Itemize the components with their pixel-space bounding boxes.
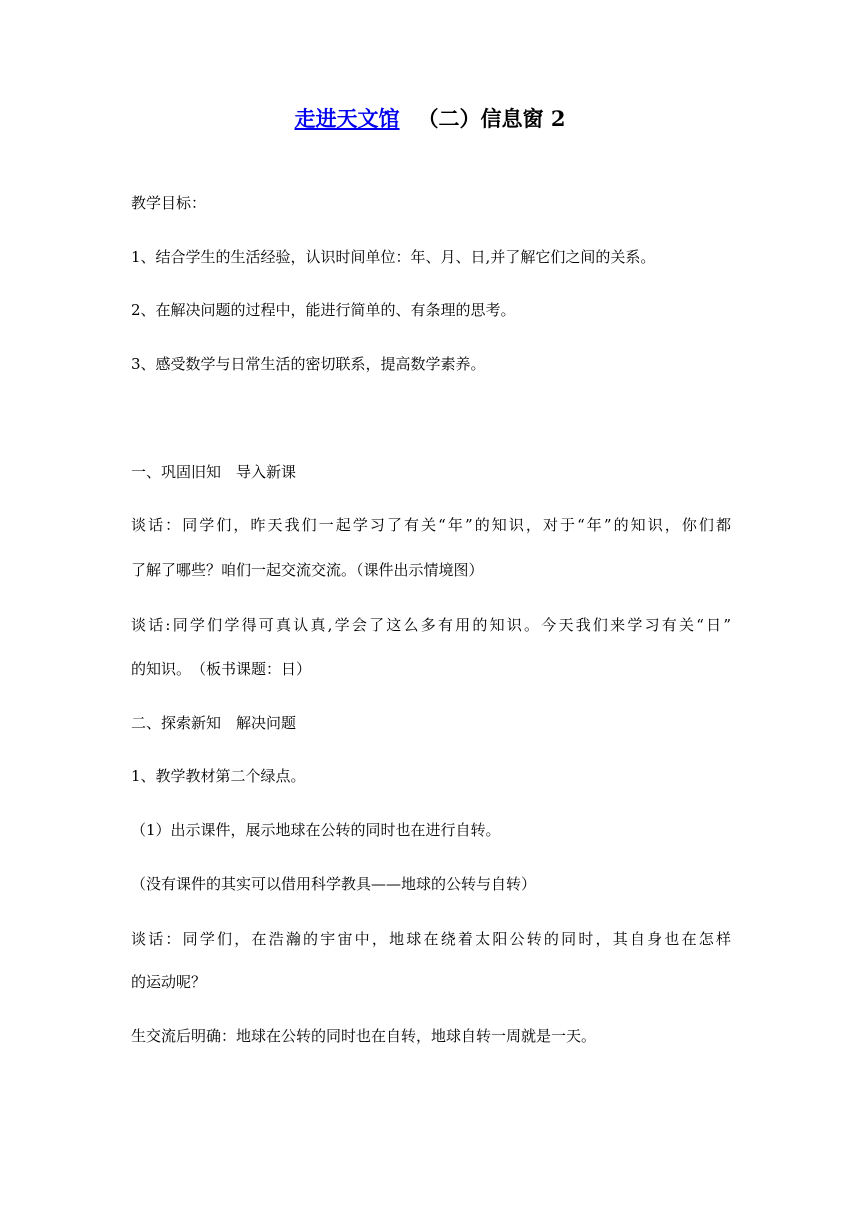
paragraph-line: 的知识。 （板书课题：日） (131, 660, 312, 678)
goal-item: 1、结合学生的生活经验，认识时间单位：年、月、日,并了解它们之间的关系。 (131, 248, 656, 266)
paragraph-line: 生交流后明确：地球在公转的同时也在自转，地球自转一周就是一天。 (131, 1027, 597, 1045)
list-item: 1、教学教材第二个绿点。 (131, 767, 306, 785)
goals-heading: 教学目标： (131, 194, 207, 212)
paragraph-line: 谈话：同学们，在浩瀚的宇宙中，地球在绕着太阳公转的同时，其自身也在怎样 (131, 930, 731, 948)
paragraph-line: 的运动呢？ (131, 973, 207, 991)
title-subtitle: （二）信息窗 2 (417, 106, 566, 131)
list-item: （1）出示课件，展示地球在公转的同时也在进行自转。 (131, 821, 501, 839)
goal-item: 2、在解决问题的过程中，能进行简单的、有条理的思考。 (131, 301, 516, 319)
section-heading: 二、探索新知 解决问题 (131, 714, 297, 732)
title-link[interactable]: 走进天文馆 (294, 106, 400, 131)
note-text: （没有课件的其实可以借用科学教具——地球的公转与自转） (131, 875, 537, 893)
paragraph-line: 谈话:同学们学得可真认真,学会了这么多有用的知识。今天我们来学习有关“日” (131, 616, 731, 634)
goal-item: 3、感受数学与日常生活的密切联系，提高数学素养。 (131, 355, 486, 373)
page-title (0, 105, 860, 133)
paragraph-line: 谈话：同学们，昨天我们一起学习了有关“年”的知识，对于“年”的知识，你们都 (131, 516, 731, 534)
paragraph-line: 了解了哪些？咱们一起交流交流。（课件出示情境图） (131, 561, 484, 579)
section-heading: 一、巩固旧知 导入新课 (131, 463, 297, 481)
